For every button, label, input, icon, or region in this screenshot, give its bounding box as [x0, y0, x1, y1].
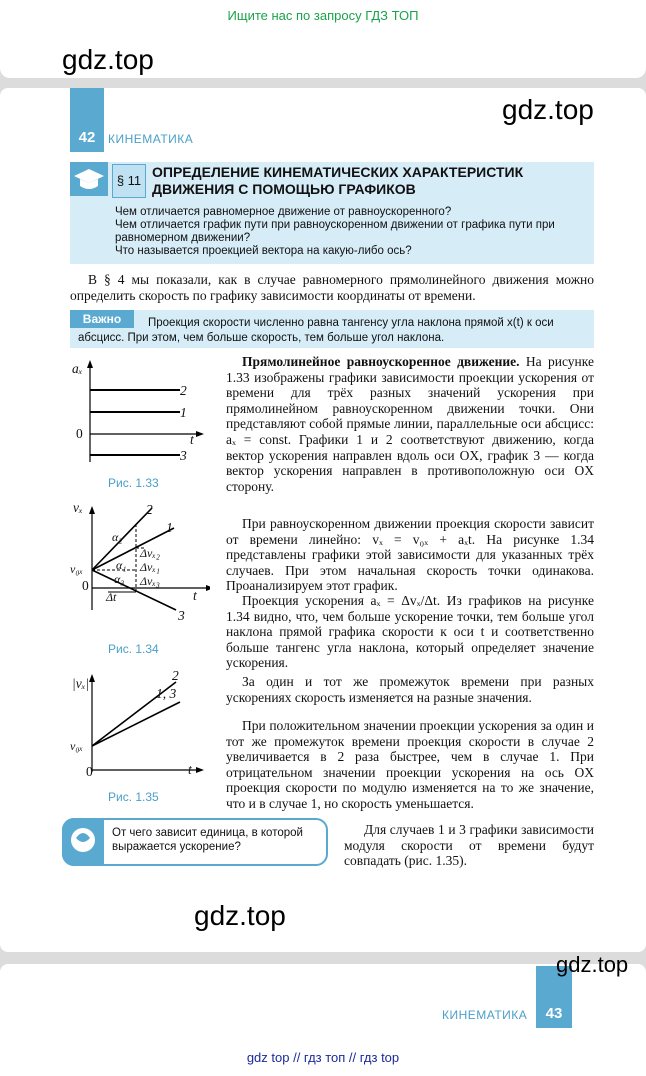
paragraph-3: Проекция ускорения aₓ = Δvₓ/Δt. Из графиков на рисунке 1.34 видно, что, чем больше ускорение точки, тем больше угол наклона прямой графика скорости к оси t и соответственно больше тангенс угла наклона, который определяет значение ускорения.	[226, 593, 594, 671]
figure-1-33	[70, 358, 210, 468]
fig134-x-label: t	[193, 588, 197, 603]
fig135-caption: Рис. 1.35	[108, 790, 159, 804]
paragraph-6: Для случаев 1 и 3 графики зависимости модуля скорости от времени будут совпадать (рис. 1.35).	[344, 822, 594, 869]
watermark-2: gdz.top	[502, 94, 594, 125]
fig134-alpha-3: α₃	[114, 572, 125, 586]
watermark-4: gdz.top	[556, 952, 629, 977]
paragraph-5: При положительном значении проекции ускорения за один и тот же промежуток времени проекция скорости в случае 2 увеличивается в 2 раза быстрее, чем в случае 1. При отрицательном значении проекции ускорения на ось OX проекция скорости по модулю изменяется на то же значение, что и в случае 1, но скорость уменьшается.	[226, 718, 594, 811]
fig134-delta-1: Δvₓ₁	[140, 560, 160, 574]
fig135-line-2: 2	[172, 668, 179, 683]
fig133-line-1: 1	[180, 405, 187, 420]
fig133-y-label: aₓ	[72, 361, 83, 376]
paragraph-4: За один и тот же промежуток времени при разных ускорениях скорость изменяется на разные значения.	[226, 674, 594, 705]
fig134-line-1: 1	[166, 520, 173, 535]
watermark-1: gdz.top	[62, 44, 154, 75]
intro-paragraph: В § 4 мы показали, как в случае равномерного прямолинейного движения можно определить скорость по графику зависимости координаты от времени.	[70, 272, 594, 303]
fig134-caption: Рис. 1.34	[108, 642, 159, 656]
fig134-zero: 0	[82, 578, 89, 593]
fig133-caption: Рис. 1.33	[108, 476, 159, 490]
question-box-text: От чего зависит единица, в которой выражается ускорение?	[112, 827, 303, 853]
fig134-delta-3: Δvₓ₃	[140, 574, 160, 588]
fig134-alpha-1: α₁	[116, 558, 127, 572]
fig135-line-1-3: 1, 3	[156, 686, 177, 701]
thinking-head-icon	[62, 818, 104, 866]
fig133-zero: 0	[76, 426, 83, 441]
fig134-line-3: 3	[178, 608, 185, 623]
paragraph-1	[226, 354, 594, 494]
page-number-tab	[70, 88, 104, 152]
fig134-v0: v₀ₓ	[70, 562, 83, 576]
section-number: § 11	[112, 164, 146, 198]
paragraph-1-text: На рисунке 1.33 изображены графики зависимости проекции ускорения от времени для трёх разных значений ускорения при прямолинейном равноускоренном движении точки. Они представляют собой прямые линии, параллельные оси абсцисс: aₓ = const. Графики 1 и 2 соответствуют движению, когда вектор ускорения направлен вдоль оси OX, график 3 — когда вектор ускорения направлен в противоположную оси OX сторону.	[226, 354, 594, 494]
paragraph-1-heading: Прямолинейное равноускоренное движение.	[242, 354, 520, 369]
fig135-zero: 0	[86, 764, 93, 779]
fig134-y-label: vₓ	[73, 500, 83, 515]
graduation-cap-icon	[70, 162, 108, 196]
fig133-line-2: 2	[180, 383, 187, 398]
page-number: 42	[78, 129, 96, 146]
fig134-delta-2: Δvₓ₂	[140, 546, 160, 560]
fig134-line-2: 2	[146, 502, 153, 517]
page-header-2: КИНЕМАТИКА	[442, 1008, 528, 1022]
section-title: ОПРЕДЕЛЕНИЕ КИНЕМАТИЧЕСКИХ ХАРАКТЕРИСТИК ДВИЖЕНИЯ С ПОМОЩЬЮ ГРАФИКОВ	[152, 164, 524, 197]
fig135-y-label: |vₓ|	[72, 676, 90, 691]
important-label: Важно	[70, 310, 134, 328]
top-banner	[0, 0, 646, 34]
fig134-dt: Δt	[106, 590, 117, 604]
important-text: Проекция скорости численно равна тангенсу угла наклона прямой x(t) к оси абсцисс. При этом, чем больше скорость, тем больше угол наклона.	[78, 317, 554, 344]
fig133-line-3: 3	[180, 448, 187, 463]
bottom-links[interactable]: gdz top // гдз топ // гдз top	[246, 1050, 400, 1065]
fig135-x-label: t	[188, 762, 192, 777]
page-header: КИНЕМАТИКА	[108, 132, 194, 146]
fig135-v0: v₀ₓ	[70, 739, 83, 753]
watermark-3: gdz.top	[194, 900, 286, 931]
question-3: Что называется проекцией вектора на какую-либо ось?	[115, 245, 412, 257]
page-number-2: 43	[545, 1005, 563, 1022]
top-banner-text: Ищите нас по запросу ГДЗ ТОП	[227, 8, 419, 23]
paragraph-2: При равноускоренном движении проекция скорости зависит от времени линейно: vₓ = v₀ₓ + aₓt. На рисунке 1.34 представлены графики этой зависимости для указанных трёх случаев. При этом начальная скорость точки одинакова. Проанализируем этот график.	[226, 516, 594, 594]
question-1: Чем отличается равномерное движение от равноускоренного?	[115, 206, 452, 218]
fig133-x-label: t	[190, 432, 194, 447]
fig134-alpha-2: α₂	[112, 530, 123, 544]
question-2: Чем отличается график пути при равноускоренном движении от графика пути при равномерном движении?	[115, 219, 555, 244]
